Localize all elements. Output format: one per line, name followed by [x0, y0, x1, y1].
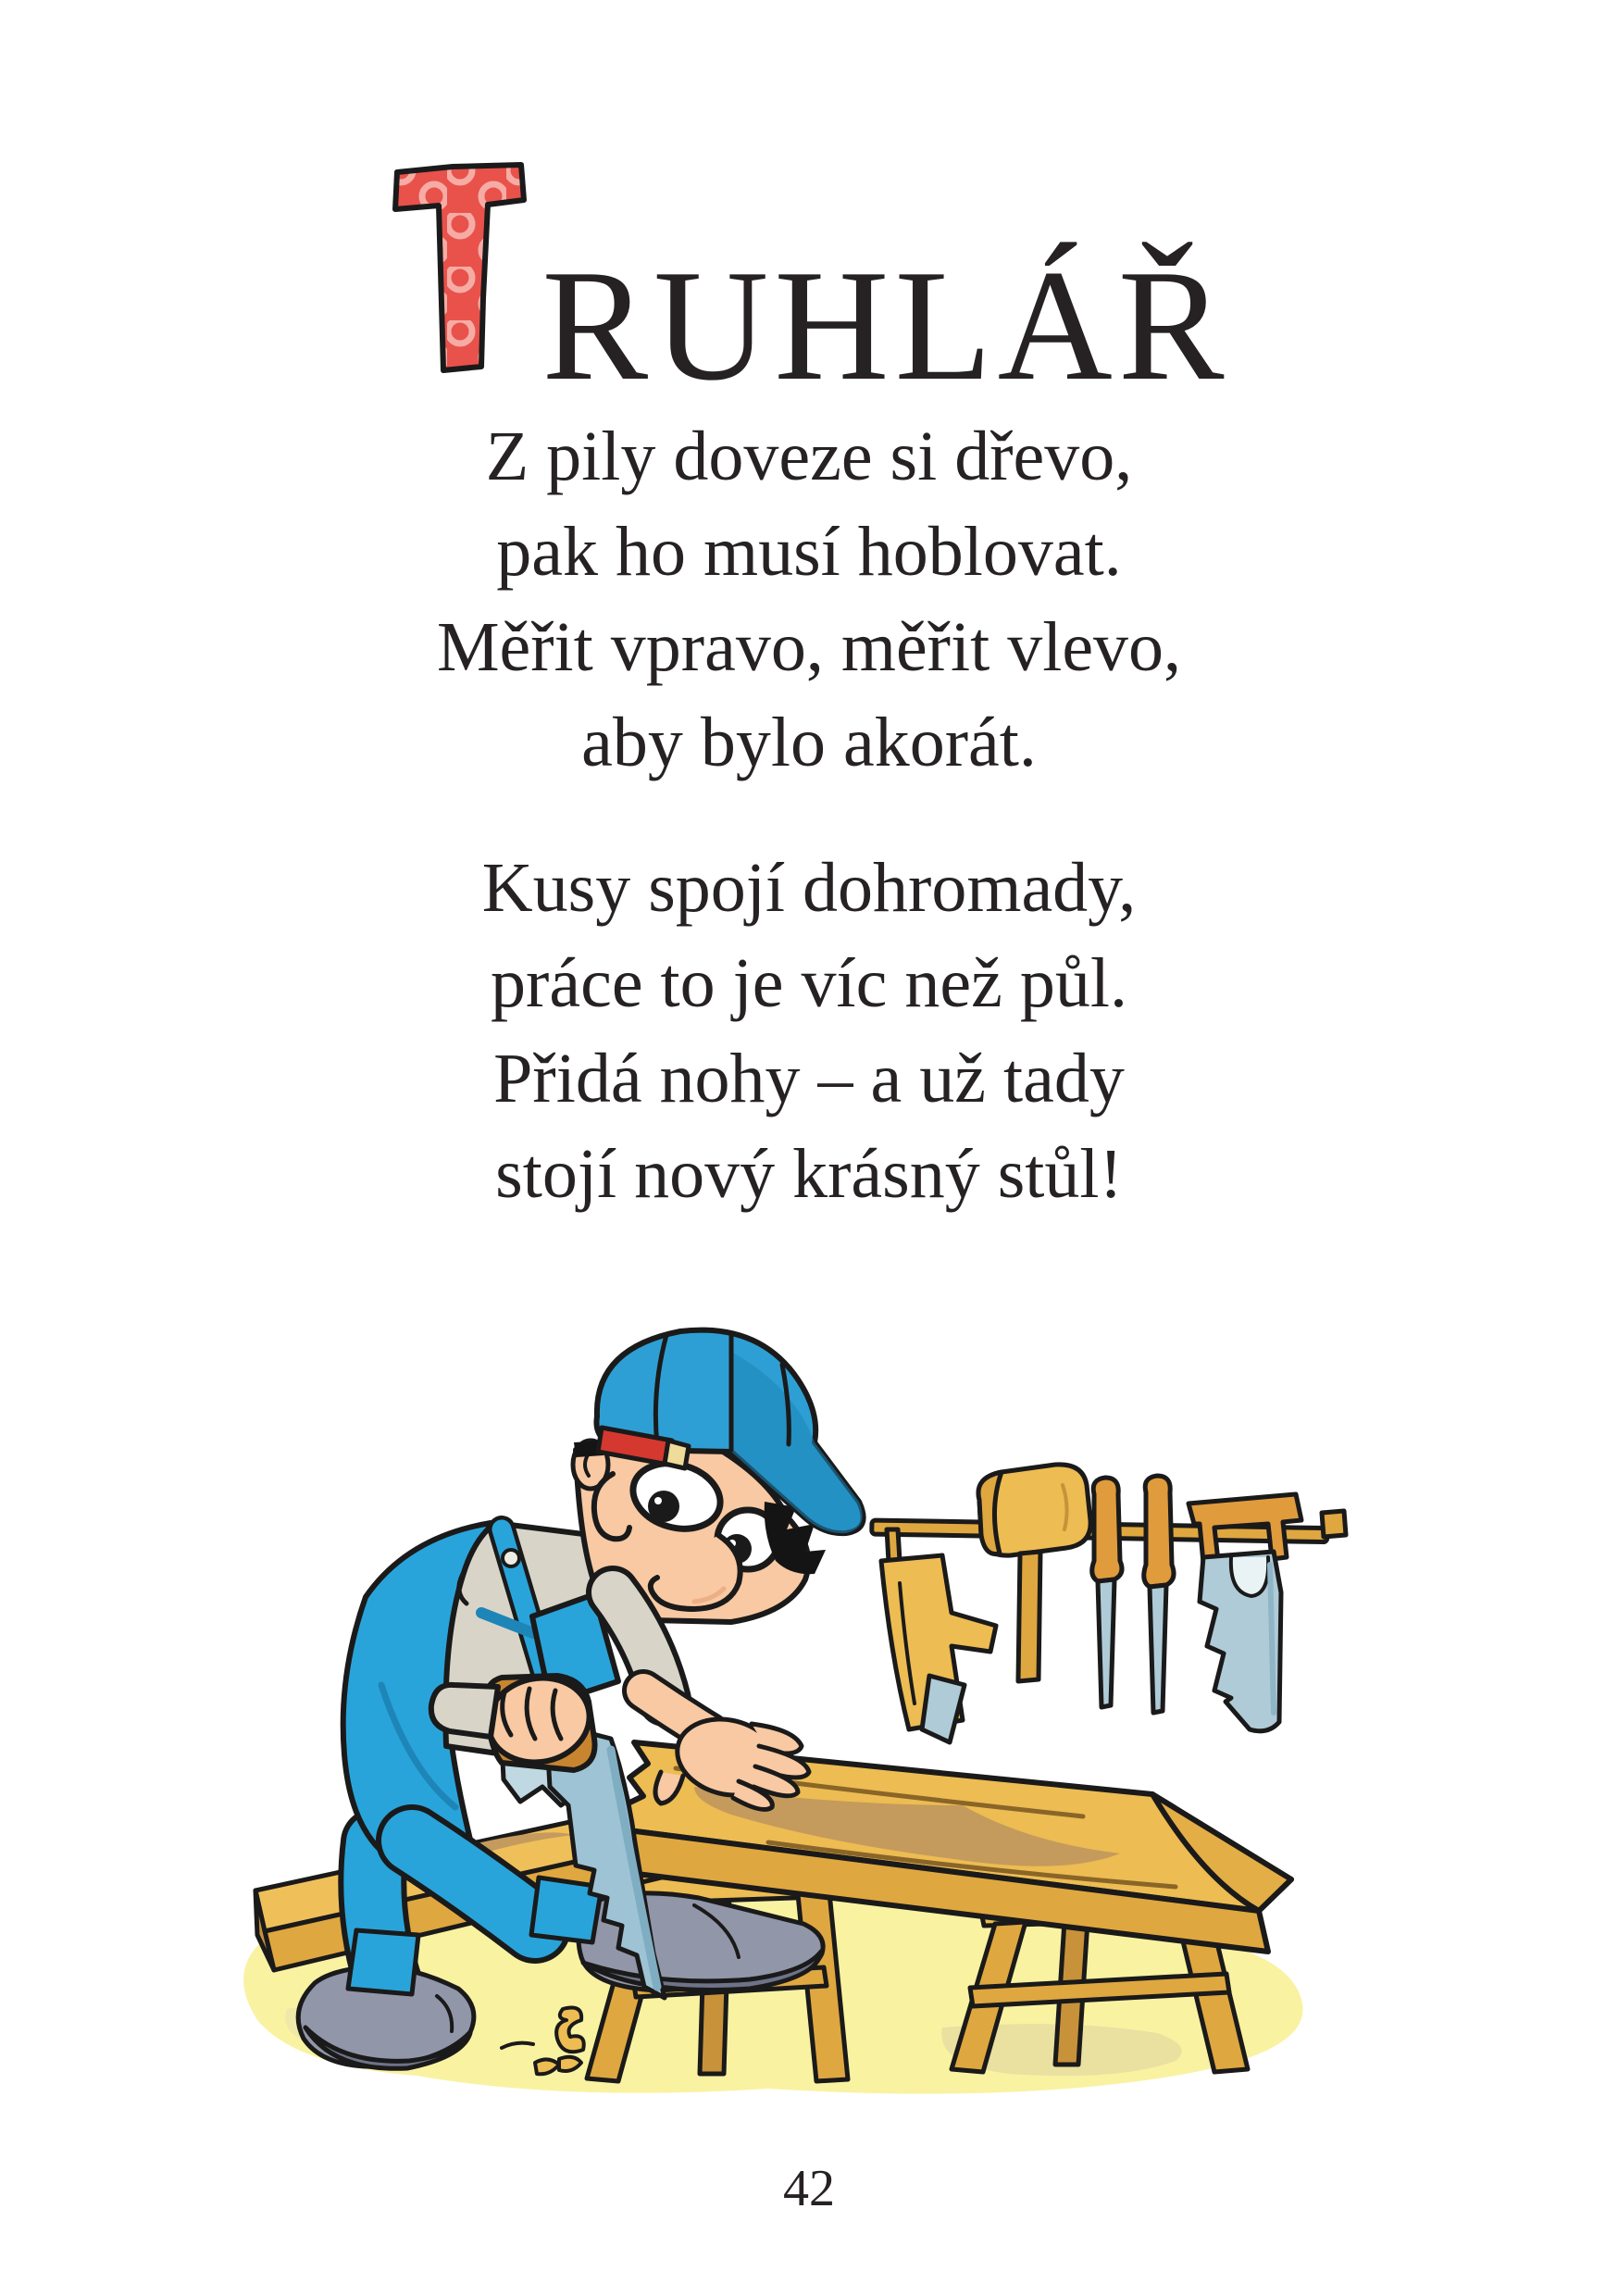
poem-line: pak ho musí hoblovat. — [496, 513, 1122, 591]
mallet-icon — [978, 1465, 1090, 1681]
title-text: RUHLÁŘ — [541, 238, 1230, 414]
poem-stanza-1 — [0, 409, 1618, 791]
tool-rack — [872, 1465, 1346, 1742]
poem-line: stojí nový krásný stůl! — [495, 1135, 1123, 1213]
poem-stanza-2 — [0, 841, 1618, 1222]
hand-plane-icon — [881, 1529, 996, 1742]
poem-line: Z pily doveze si dřevo, — [485, 418, 1133, 495]
page-title — [0, 156, 1618, 414]
poem-line: aby bylo akorát. — [581, 704, 1037, 781]
illustration-carpenter-scene — [176, 1287, 1361, 2120]
chisel-icon — [1092, 1478, 1122, 1707]
poem-line: Kusy spojí dohromady, — [481, 849, 1137, 927]
strap-ring — [503, 1550, 519, 1566]
far-sleeve-cuff — [431, 1685, 498, 1737]
decorative-initial-T — [388, 159, 529, 378]
poem-line: Měřit vpravo, měřit vlevo, — [436, 608, 1182, 686]
poem-line: práce to je víc než půl. — [491, 944, 1127, 1022]
poem-line: Přidá nohy – a už tady — [493, 1040, 1125, 1117]
page-number: 42 — [783, 2160, 835, 2217]
chisel-icon — [1144, 1476, 1174, 1713]
